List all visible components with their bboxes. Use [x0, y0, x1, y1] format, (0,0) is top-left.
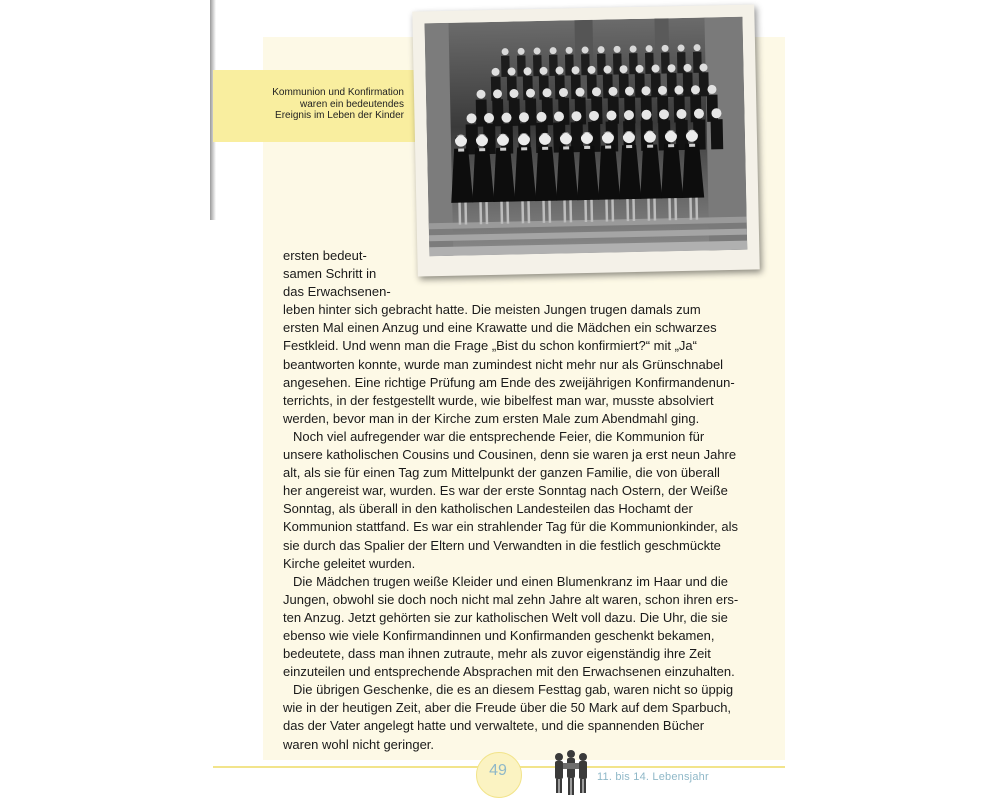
chapter-label: 11. bis 14. Lebensjahr [597, 771, 709, 783]
body-line: samen Schritt in [283, 266, 377, 282]
body-line: Kommunion stattfand. Es war ein strahlender Tag für die Kommunionkinder, als [283, 519, 738, 535]
body-text [283, 247, 738, 754]
body-line: das Erwachsenen- [283, 284, 391, 300]
confirmation-group-photo-icon [425, 17, 748, 257]
body-line: einzuteilen und entsprechende Absprachen mit den Erwachsenen einzuhalten. [283, 664, 735, 680]
body-line: Festkleid. Und wenn man die Frage „Bist du schon konfirmiert?“ mit „Ja“ [283, 338, 697, 354]
caption-line-2: waren ein bedeutendes [300, 98, 404, 110]
body-line: Die übrigen Geschenke, die es an diesem Festtag gab, waren nicht so üppig [293, 682, 734, 698]
body-line: Die Mädchen trugen weiße Kleider und einen Blumenkranz im Haar und die [293, 573, 729, 589]
body-line: angesehen. Eine richtige Prüfung am Ende des zweijährigen Konfirmandenun- [283, 374, 735, 390]
body-line: beantworten konnte, wurde man zumindest nicht mehr nur als Grünschnabel [283, 356, 724, 372]
body-line: bedeutete, dass man ihnen zutraute, mehr als zuvor eigenständig ihre Zeit [283, 646, 711, 662]
body-line: ersten Mal einen Anzug und eine Krawatte und die Mädchen ein schwarzes [283, 320, 717, 336]
body-line: ten Anzug. Jetzt gehörten sie zur katholischen Welt voll dazu. Die Uhr, die sie [283, 609, 728, 625]
body-line: ebenso wie viele Konfirmandinnen und Konfirmanden geschenkt bekamen, [283, 627, 715, 643]
body-line: das der Vater angelegt hatte und verwaltete, und die spannenden Bücher [283, 718, 705, 734]
body-line: Noch viel aufregender war die entsprechende Feier, die Kommunion für [293, 428, 705, 444]
body-line: alt, als sie für einen Tag zum Mittelpunkt der ganzen Familie, die von überall [283, 465, 720, 481]
body-line: waren wohl nicht geringer. [283, 736, 435, 752]
caption-line-3: Ereignis im Leben der Kinder [275, 110, 404, 121]
body-line: her angereist war, wurden. Es war der erste Sonntag nach Ostern, der Weiße [283, 483, 728, 499]
body-line: sie durch das Spalier der Eltern und Verwandten in die festlich geschmückte [283, 537, 721, 553]
body-line: ersten bedeut- [283, 248, 367, 263]
page-number: 49 [489, 762, 507, 779]
body-line: unsere katholischen Cousins und Cousinen, denn sie waren ja erst neun Jahre [283, 447, 737, 463]
caption-line-1: Kommunion und Konfirmation [272, 87, 404, 98]
body-line: wie in der heutigen Zeit, aber die Freude über die 50 Mark auf dem Sparbuch, [283, 700, 732, 716]
children-group-icon [549, 745, 593, 800]
body-line: Kirche geleitet wurden. [283, 555, 416, 571]
group-photo [412, 4, 759, 276]
body-line: Sonntag, als überall in den katholischen Landesteilen das Hochamt der [283, 501, 693, 517]
photo-caption [246, 87, 404, 122]
body-line: leben hinter sich gebracht hatte. Die meisten Jungen trugen damals zum [283, 302, 701, 318]
body-line: terrichts, in der festgestellt wurde, wie bibelfest man war, musste absolviert [283, 392, 714, 408]
body-line: Jungen, obwohl sie doch noch nicht mal zehn Jahre alt waren, schon ihren ers- [283, 591, 739, 607]
body-line: werden, bevor man in der Kirche zum ersten Male zum Abendmahl ging. [283, 410, 700, 426]
